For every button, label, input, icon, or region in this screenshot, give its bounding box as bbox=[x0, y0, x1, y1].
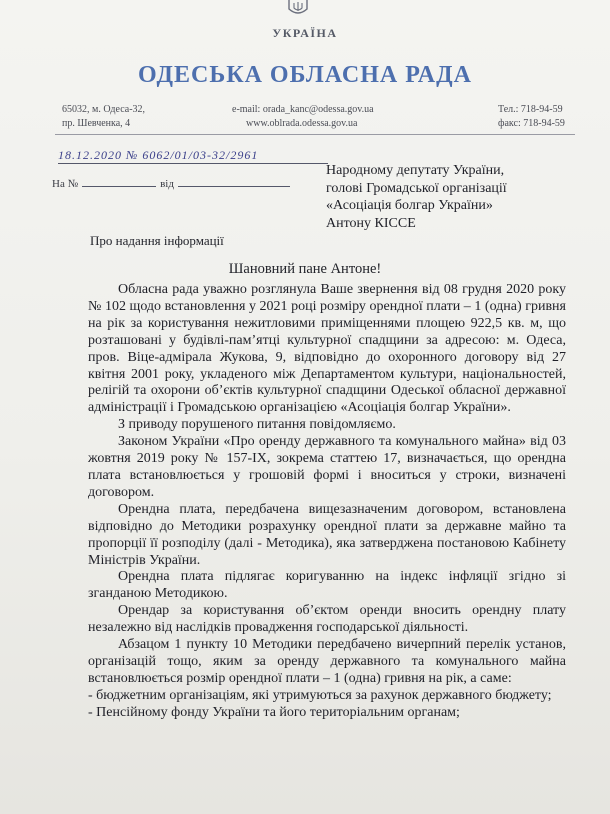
body-paragraph: Орендар за користування об’єктом оренди вносить орендну плату незалежно від наслідків провадження господарської діяльності. bbox=[88, 603, 566, 636]
fax-text: факс: 718-94-59 bbox=[498, 118, 565, 129]
list-item: - Пенсійному фонду України та його територіальним органам; bbox=[88, 704, 460, 720]
reference-no-blank bbox=[82, 186, 156, 187]
phone-block bbox=[498, 103, 565, 131]
country-name: УКРАЇНА bbox=[272, 26, 338, 40]
list-item: - бюджетним організаціям, які утримуються за рахунок державного бюджету; bbox=[88, 687, 552, 703]
reference-from-label: від bbox=[160, 178, 174, 190]
letter-body bbox=[88, 282, 566, 722]
recipient-line: голові Громадської організації bbox=[326, 180, 507, 196]
recipient-line: Антону КІССЕ bbox=[326, 215, 416, 231]
recipient-line: Народному депутату України, bbox=[326, 163, 505, 178]
body-paragraph: З приводу порушеного питання повідомляємо. bbox=[118, 417, 396, 433]
registration-underline bbox=[58, 163, 328, 164]
council-name: ОДЕСЬКА ОБЛАСНА РАДА bbox=[138, 62, 472, 88]
body-paragraph: Обласна рада уважно розглянула Ваше звернення від 08 грудня 2020 року № 102 щодо встановлення у 2021 році розміру орендної плати – 1 (одна) гривня на рік за користування нежитловими приміщеннями площею 922,5 кв. м, що розташовані у будівлі-пам’ятці культурної спадщини за адресою: м. Одеса, пров. Віце-адмірала Жукова, 9, відповідно до охоронного договору від 27 квітня 2001 року, укладеного між Департаментом культури, національностей, релігій та охорони об’єктів культурної спадщини Одеської обласної державної адміністрації і Громадською організацією «Асоціація болгар України». bbox=[88, 282, 566, 416]
phone-text: Тел.: 718-94-59 bbox=[498, 104, 563, 115]
recipient-line: «Асоціація болгар України» bbox=[326, 198, 493, 213]
body-paragraph: Орендна плата, передбачена вищезазначеним договором, встановлена відповідно до Методики розрахунку орендної плати за державне майно та пропорції її розподілу (далі - Методика), яка затверджена постановою Кабінету Міністрів України. bbox=[88, 501, 566, 568]
subject-line: Про надання інформації bbox=[90, 233, 224, 248]
body-paragraph: Абзацом 1 пункту 10 Методики передбачено вичерпний перелік установ, організацій тощо, яким за оренду державного та комунального майна встановлюється розмір орендної плати – 1 (одна) гривня на рік, а саме: bbox=[88, 637, 566, 686]
body-paragraph: Орендна плата підлягає коригуванню на індекс інфляції згідно зі зганданою Методикою. bbox=[88, 569, 566, 602]
reference-no-label: На № bbox=[52, 178, 79, 190]
reference-date-blank bbox=[178, 186, 290, 187]
greeting: Шановний пане Антоне! bbox=[228, 261, 382, 277]
address-line: 65032, м. Одеса-32, bbox=[62, 104, 146, 115]
recipient-block bbox=[326, 162, 507, 232]
reference-field bbox=[52, 178, 290, 190]
address-block bbox=[62, 103, 145, 131]
letterhead-divider bbox=[55, 134, 575, 135]
contact-block bbox=[232, 103, 374, 131]
handwritten-registration: 18.12.2020 № 6062/01/03-32/2961 bbox=[58, 148, 259, 162]
email-text: e-mail: orada_kanc@odessa.gov.ua bbox=[232, 104, 374, 115]
coat-of-arms-icon bbox=[285, 0, 311, 16]
body-paragraph: Законом України «Про оренду державного та комунального майна» від 03 жовтня 2019 року № 157-ІХ, зокрема статтею 17, визначається, що орендна плата встановлюється у грошовій формі і вноситься у строки, визначені договором. bbox=[88, 434, 566, 500]
website-text: www.oblrada.odessa.gov.ua bbox=[246, 118, 358, 129]
address-line: пр. Шевченка, 4 bbox=[62, 118, 131, 129]
